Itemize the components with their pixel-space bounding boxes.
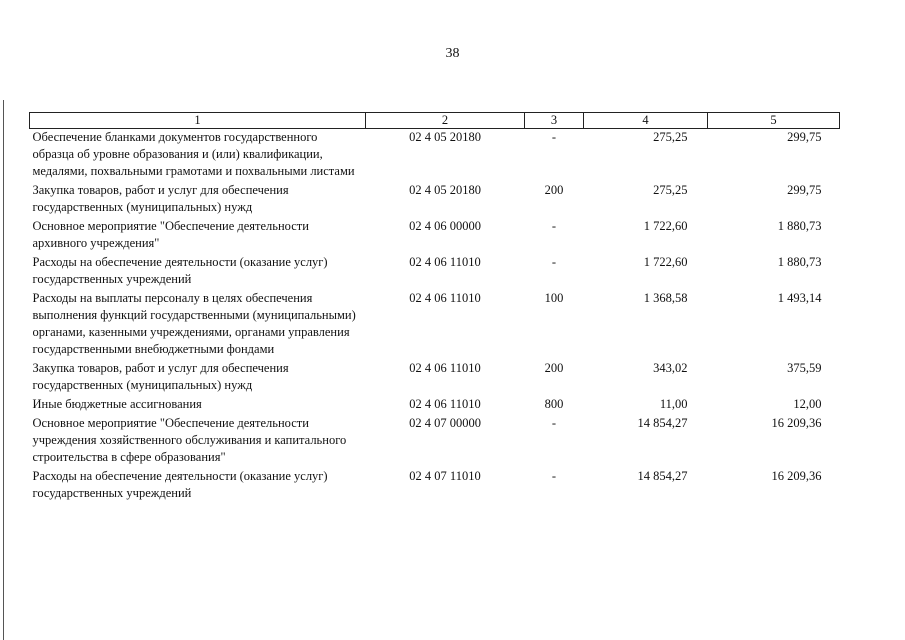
row-expense-type: 100 bbox=[544, 291, 564, 305]
row-code: 02 4 06 00000 bbox=[409, 219, 481, 233]
column-header-3: 3 bbox=[525, 113, 584, 129]
page-edge-line bbox=[3, 100, 4, 640]
row-value-col4: 1 368,58 bbox=[643, 291, 688, 305]
table-row bbox=[30, 182, 840, 218]
row-expense-type: - bbox=[551, 219, 557, 233]
page-number: 38 bbox=[445, 46, 460, 61]
row-code: 02 4 06 11010 bbox=[409, 397, 481, 411]
row-value-col4: 343,02 bbox=[653, 361, 688, 375]
row-expense-type: 200 bbox=[544, 183, 564, 197]
column-header-4: 4 bbox=[584, 113, 708, 129]
row-value-col4: 14 854,27 bbox=[637, 416, 688, 430]
row-name: Обеспечение бланками документов государственного образца об уровне образования и (или) квалификации, медалями, похвальными грамотами и похвальными листами bbox=[32, 130, 355, 178]
row-name: Закупка товаров, работ и услуг для обеспечения государственных (муниципальных) нужд bbox=[32, 183, 289, 214]
row-code: 02 4 07 11010 bbox=[409, 469, 481, 483]
table-row bbox=[30, 396, 840, 415]
row-name: Расходы на обеспечение деятельности (оказание услуг) государственных учреждений bbox=[32, 255, 328, 286]
row-expense-type: - bbox=[551, 255, 557, 269]
row-value-col4: 14 854,27 bbox=[637, 469, 688, 483]
row-code: 02 4 05 20180 bbox=[409, 183, 481, 197]
row-value-col5: 299,75 bbox=[787, 183, 822, 197]
row-code: 02 4 06 11010 bbox=[409, 291, 481, 305]
row-value-col5: 1 880,73 bbox=[777, 255, 822, 269]
row-name: Расходы на обеспечение деятельности (оказание услуг) государственных учреждений bbox=[32, 469, 328, 500]
row-value-col5: 299,75 bbox=[787, 130, 822, 144]
row-expense-type: 800 bbox=[544, 397, 564, 411]
row-expense-type: 200 bbox=[544, 361, 564, 375]
row-value-col5: 12,00 bbox=[793, 397, 822, 411]
row-name: Основное мероприятие "Обеспечение деятельности учреждения хозяйственного обслуживания и капитального строительства в сфере образования" bbox=[32, 416, 347, 464]
table-row bbox=[30, 254, 840, 290]
row-value-col5: 375,59 bbox=[787, 361, 822, 375]
row-value-col5: 16 209,36 bbox=[771, 416, 822, 430]
row-code: 02 4 05 20180 bbox=[409, 130, 481, 144]
row-value-col4: 1 722,60 bbox=[643, 255, 688, 269]
row-name: Основное мероприятие "Обеспечение деятельности архивного учреждения" bbox=[32, 219, 309, 250]
table-row bbox=[30, 218, 840, 254]
table-row bbox=[30, 129, 840, 183]
row-code: 02 4 06 11010 bbox=[409, 255, 481, 269]
row-name: Расходы на выплаты персоналу в целях обеспечения выполнения функций государственными (муниципальными) органами, казенными учреждениями, органами управления государственными внебюджетными фондами bbox=[32, 291, 356, 356]
table-row bbox=[30, 468, 840, 504]
table-row bbox=[30, 290, 840, 360]
column-header-5: 5 bbox=[708, 113, 840, 129]
row-value-col4: 275,25 bbox=[653, 130, 688, 144]
row-value-col4: 1 722,60 bbox=[643, 219, 688, 233]
row-expense-type: - bbox=[551, 469, 557, 483]
row-value-col5: 1 880,73 bbox=[777, 219, 822, 233]
table-row bbox=[30, 360, 840, 396]
row-name: Иные бюджетные ассигнования bbox=[32, 397, 202, 411]
table-header-row bbox=[30, 113, 840, 129]
row-value-col5: 16 209,36 bbox=[771, 469, 822, 483]
budget-table bbox=[29, 112, 840, 504]
row-value-col4: 11,00 bbox=[659, 397, 688, 411]
column-header-1: 1 bbox=[30, 113, 366, 129]
row-code: 02 4 07 00000 bbox=[409, 416, 481, 430]
row-code: 02 4 06 11010 bbox=[409, 361, 481, 375]
column-header-2: 2 bbox=[366, 113, 525, 129]
row-name: Закупка товаров, работ и услуг для обеспечения государственных (муниципальных) нужд bbox=[32, 361, 289, 392]
row-value-col4: 275,25 bbox=[653, 183, 688, 197]
table-row bbox=[30, 415, 840, 468]
row-expense-type: - bbox=[551, 130, 557, 144]
row-value-col5: 1 493,14 bbox=[777, 291, 822, 305]
row-expense-type: - bbox=[551, 416, 557, 430]
